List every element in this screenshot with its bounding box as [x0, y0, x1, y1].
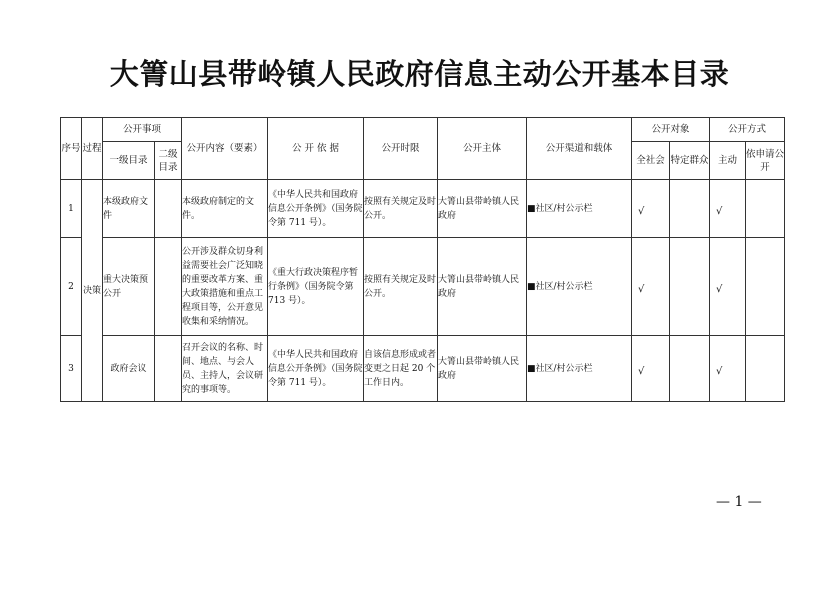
row-specific-cell — [670, 336, 710, 402]
header-level2: 二级目录 — [155, 142, 182, 180]
row-on-request-cell — [746, 180, 785, 238]
table-row — [61, 336, 785, 402]
row-content: 召开会议的名称、时间、地点、与会人员、主持人，会议研究的事项等。 — [182, 336, 268, 402]
row-timing: 按照有关规定及时公开。 — [364, 180, 438, 238]
row-subject: 大箐山县带岭镇人民政府 — [438, 180, 527, 238]
row-basis: 《中华人民共和国政府信息公开条例》（国务院令第 711 号）。 — [268, 336, 364, 402]
row-seq: 2 — [61, 238, 82, 336]
disclosure-catalog-table — [60, 117, 785, 402]
header-row-1 — [61, 118, 785, 142]
row-subject: 大箐山县带岭镇人民政府 — [438, 238, 527, 336]
check-mark: √ — [716, 283, 723, 295]
header-subject: 公开主体 — [438, 118, 527, 180]
row-content: 本级政府制定的文件。 — [182, 180, 268, 238]
header-timing: 公开时限 — [364, 118, 438, 180]
header-mode: 公开方式 — [710, 118, 785, 142]
check-mark: √ — [716, 205, 723, 217]
header-channel: 公开渠道和载体 — [527, 118, 632, 180]
row-timing: 按照有关规定及时公开。 — [364, 238, 438, 336]
header-process: 过程 — [82, 118, 103, 180]
header-level1: 一级目录 — [103, 142, 155, 180]
check-mark — [670, 366, 709, 372]
row-level1: 政府会议 — [103, 336, 155, 402]
check-mark — [746, 284, 784, 290]
row-channel: ■社区/村公示栏 — [527, 336, 632, 402]
row-basis: 《中华人民共和国政府信息公开条例》（国务院令第 711 号）。 — [268, 180, 364, 238]
row-on-request-cell — [746, 238, 785, 336]
header-public: 全社会 — [632, 142, 670, 180]
header-specific: 特定群众 — [670, 142, 710, 180]
check-mark: √ — [638, 365, 645, 377]
header-audience: 公开对象 — [632, 118, 710, 142]
check-mark: √ — [638, 283, 645, 295]
row-channel: ■社区/村公示栏 — [527, 180, 632, 238]
row-active-cell — [710, 180, 746, 238]
row-level2 — [155, 336, 182, 402]
check-mark — [670, 284, 709, 290]
row-seq: 1 — [61, 180, 82, 238]
document-title: 大箐山县带岭镇人民政府信息主动公开基本目录 — [109, 57, 730, 91]
row-basis: 《重大行政决策程序暂行条例》（国务院令第 713 号）。 — [268, 238, 364, 336]
header-on-request: 依申请公开 — [746, 142, 785, 180]
row-public-cell — [632, 238, 670, 336]
header-active: 主动 — [710, 142, 746, 180]
row-public-cell — [632, 336, 670, 402]
process-cell: 决策 — [82, 180, 103, 402]
header-seq: 序号 — [61, 118, 82, 180]
row-public-cell — [632, 180, 670, 238]
row-level1: 本级政府文件 — [103, 180, 155, 238]
header-content: 公开内容（要素） — [182, 118, 268, 180]
row-level2 — [155, 238, 182, 336]
row-specific-cell — [670, 238, 710, 336]
row-channel: ■社区/村公示栏 — [527, 238, 632, 336]
table-row — [61, 238, 785, 336]
row-timing: 自该信息形成或者变更之日起 20 个工作日内。 — [364, 336, 438, 402]
row-level1: 重大决策预公开 — [103, 238, 155, 336]
row-specific-cell — [670, 180, 710, 238]
page-number: — 1 — — [716, 494, 762, 510]
table-row — [61, 180, 785, 238]
check-mark: √ — [638, 205, 645, 217]
row-on-request-cell — [746, 336, 785, 402]
header-items: 公开事项 — [103, 118, 182, 142]
row-content: 公开涉及群众切身利益需要社会广泛知晓的重要改革方案、重大政策措施和重点工程项目等，公开意见收集和采纳情况。 — [182, 238, 268, 336]
check-mark — [746, 206, 784, 212]
check-mark: √ — [716, 365, 723, 377]
check-mark — [746, 366, 784, 372]
row-subject: 大箐山县带岭镇人民政府 — [438, 336, 527, 402]
row-seq: 3 — [61, 336, 82, 402]
row-level2 — [155, 180, 182, 238]
header-basis: 公 开 依 据 — [268, 118, 364, 180]
row-active-cell — [710, 336, 746, 402]
check-mark — [670, 206, 709, 212]
row-active-cell — [710, 238, 746, 336]
